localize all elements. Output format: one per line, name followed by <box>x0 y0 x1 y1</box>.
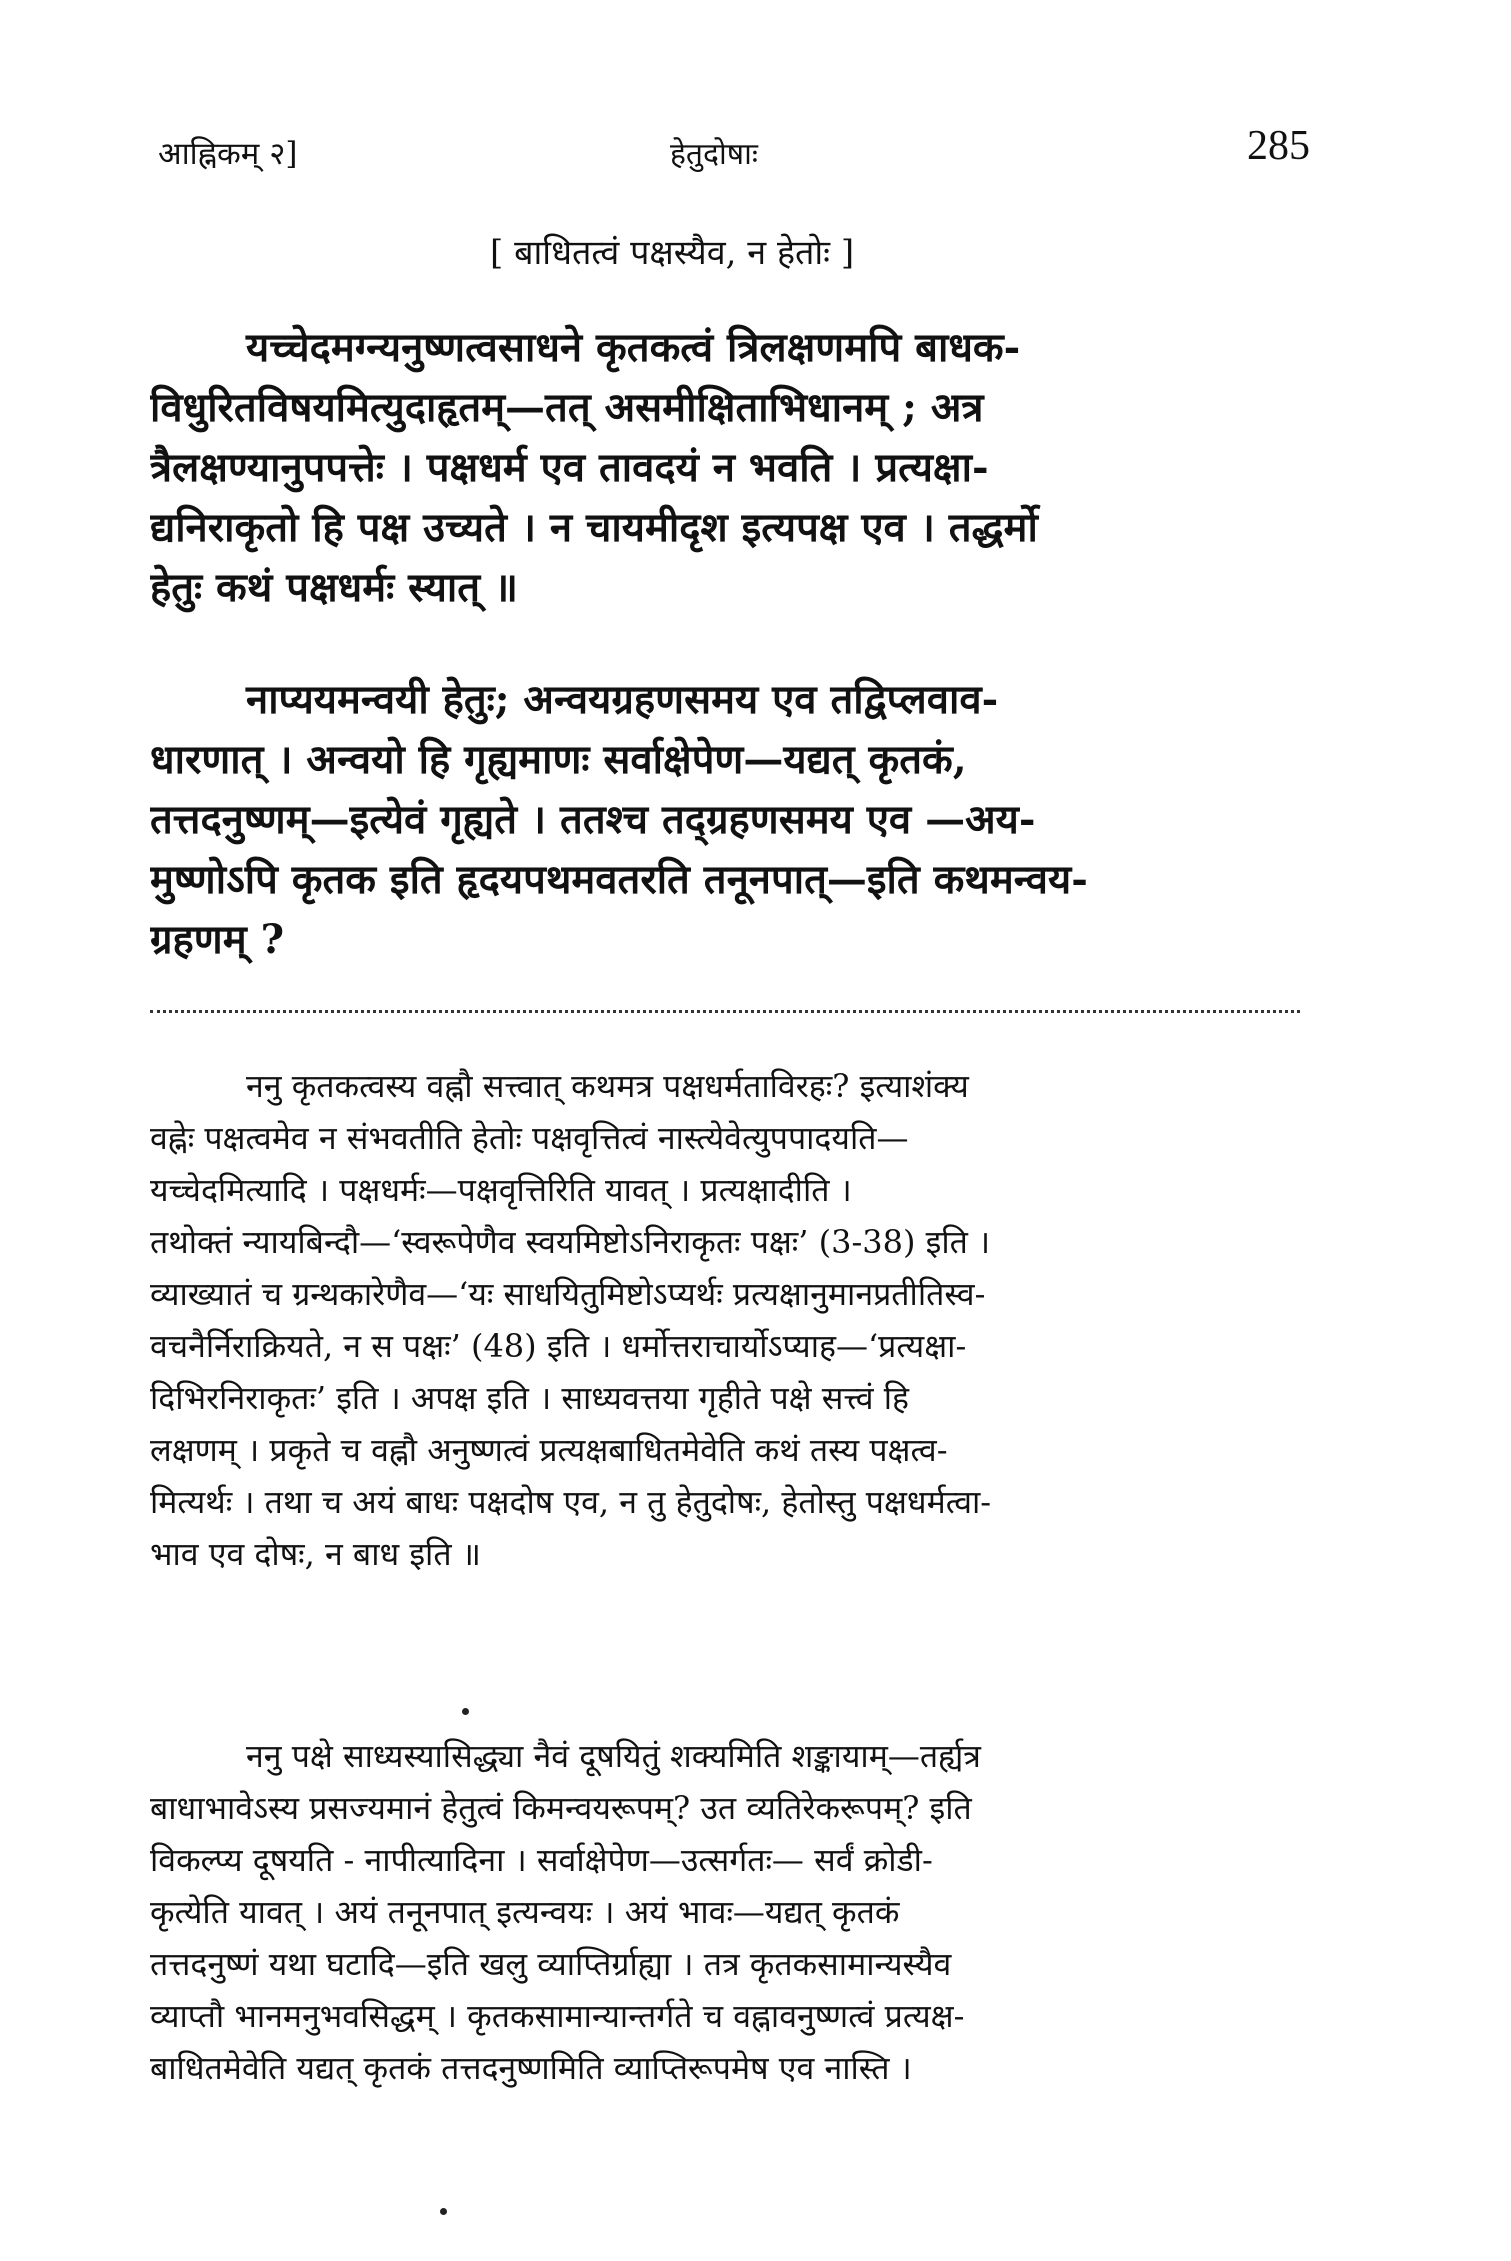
commentary-line: वह्नेः पक्षत्वमेव न संभवतीति हेतोः पक्षवृत्तित्वं नास्त्येवेत्युपपादयति— <box>150 1119 909 1157</box>
text-line: हेतुः कथं पक्षधर्मः स्यात् ॥ <box>150 564 518 611</box>
text-line: यच्चेदमग्न्यनुष्णत्वसाधने कृतकत्वं त्रिलक्षणमपि बाधक- <box>246 324 1021 371</box>
commentary-line: तथोक्तं न्यायबिन्दौ—‘स्वरूपेणैव स्वयमिष्टोऽनिराकृतः पक्षः’ (3-38) इति । <box>150 1223 991 1261</box>
text-line: ग्रहणम् ? <box>150 916 285 963</box>
text-line: तत्तदनुष्णम्—इत्येवं गृह्यते । ततश्च तद्ग्रहणसमय एव —अय- <box>150 796 1036 843</box>
main-text-paragraph-1 <box>150 318 1300 618</box>
commentary-line: व्याप्तौ भानमनुभवसिद्धम् । कृतकसामान्यान्तर्गते च वह्नावनुष्णत्वं प्रत्यक्ष- <box>150 1997 965 2035</box>
main-text-paragraph-2 <box>150 670 1300 970</box>
commentary-line: दिभिरनिराकृतः’ इति । अपक्ष इति । साध्यवत्तया गृहीते पक्षे सत्त्वं हि <box>150 1379 910 1417</box>
commentary-line: कृत्येति यावत् । अयं तनूनपात् इत्यन्वयः । अयं भावः—यद्यत् कृतकं <box>150 1893 900 1931</box>
commentary-line: भाव एव दोषः, न बाध इति ॥ <box>150 1535 481 1573</box>
commentary-paragraph-2 <box>150 1730 1300 2094</box>
text-line: मुष्णोऽपि कृतक इति हृदयपथमवतरति तनूनपात्—इति कथमन्वय- <box>150 856 1088 903</box>
commentary-line: बाधाभावेऽस्य प्रसज्यमानं हेतुत्वं किमन्वयरूपम्? उत व्यतिरेकरूपम्? इति <box>150 1789 972 1827</box>
text-line: त्रैलक्षण्यानुपपत्तेः । पक्षधर्म एव तावदयं न भवति । प्रत्यक्षा- <box>150 444 989 491</box>
commentary-line: ननु पक्षे साध्यस्यासिद्ध्या नैवं दूषयितुं शक्यमिति शङ्कायाम्—तर्ह्यत्र <box>246 1737 981 1775</box>
section-divider <box>150 1010 1300 1013</box>
commentary-line: यच्चेदमित्यादि । पक्षधर्मः—पक्षवृत्तिरिति यावत् । प्रत्यक्षादीति । <box>150 1171 852 1209</box>
commentary-line: वचनैर्निराक्रियते, न स पक्षः’ (48) इति । धर्मोत्तराचार्योऽप्याह—‘प्रत्यक्षा- <box>150 1327 967 1365</box>
text-line: नाप्ययमन्वयी हेतुः; अन्वयग्रहणसमय एव तद्विप्लवाव- <box>246 676 999 723</box>
commentary-line: बाधितमेवेति यद्यत् कृतकं तत्तदनुष्णमिति व्याप्तिरूपमेष एव नास्ति । <box>150 2049 912 2087</box>
chapter-label: आह्निकम् २] <box>158 136 298 172</box>
commentary-line: मित्यर्थः । तथा च अयं बाधः पक्षदोष एव, न तु हेतुदोषः, हेतोस्तु पक्षधर्मत्वा- <box>150 1483 992 1521</box>
commentary-line: व्याख्यातं च ग्रन्थकारेणैव—‘यः साधयितुमिष्टोऽप्यर्थः प्रत्यक्षानुमानप्रतीतिस्व- <box>150 1275 986 1313</box>
commentary-paragraph-1 <box>150 1060 1300 1580</box>
section-heading: [ बाधितत्वं पक्षस्यैव, न हेतोः ] <box>490 233 855 273</box>
commentary-line: विकल्प्य दूषयति - नापीत्यादिना । सर्वाक्षेपेण—उत्सर्गतः— सर्वं क्रोडी- <box>150 1841 933 1879</box>
commentary-line: तत्तदनुष्णं यथा घटादि—इति खलु व्याप्तिर्ग्राह्या । तत्र कृतकसामान्यस्यैव <box>150 1945 952 1983</box>
running-header <box>150 120 1310 180</box>
page-number: 285 <box>1247 123 1310 169</box>
text-line: द्यनिराकृतो हि पक्ष उच्यते । न चायमीदृश इत्यपक्ष एव । तद्धर्मो <box>150 504 1038 551</box>
text-line: विधुरितविषयमित्युदाहृतम्—तत् असमीक्षिताभिधानम् ; अत्र <box>150 384 984 431</box>
running-title: हेतुदोषाः <box>670 137 758 172</box>
commentary-line: लक्षणम् । प्रकृते च वह्नौ अनुष्णत्वं प्रत्यक्षबाधितमेवेति कथं तस्य पक्षत्व- <box>150 1431 948 1469</box>
scan-speck <box>462 1708 469 1715</box>
commentary-line: ननु कृतकत्वस्य वह्नौ सत्त्वात् कथमत्र पक्षधर्मताविरहः? इत्याशंक्य <box>246 1067 969 1105</box>
text-line: धारणात् । अन्वयो हि गृह्यमाणः सर्वाक्षेपेण—यद्यत् कृतकं, <box>150 736 967 783</box>
scan-speck <box>440 2208 447 2215</box>
